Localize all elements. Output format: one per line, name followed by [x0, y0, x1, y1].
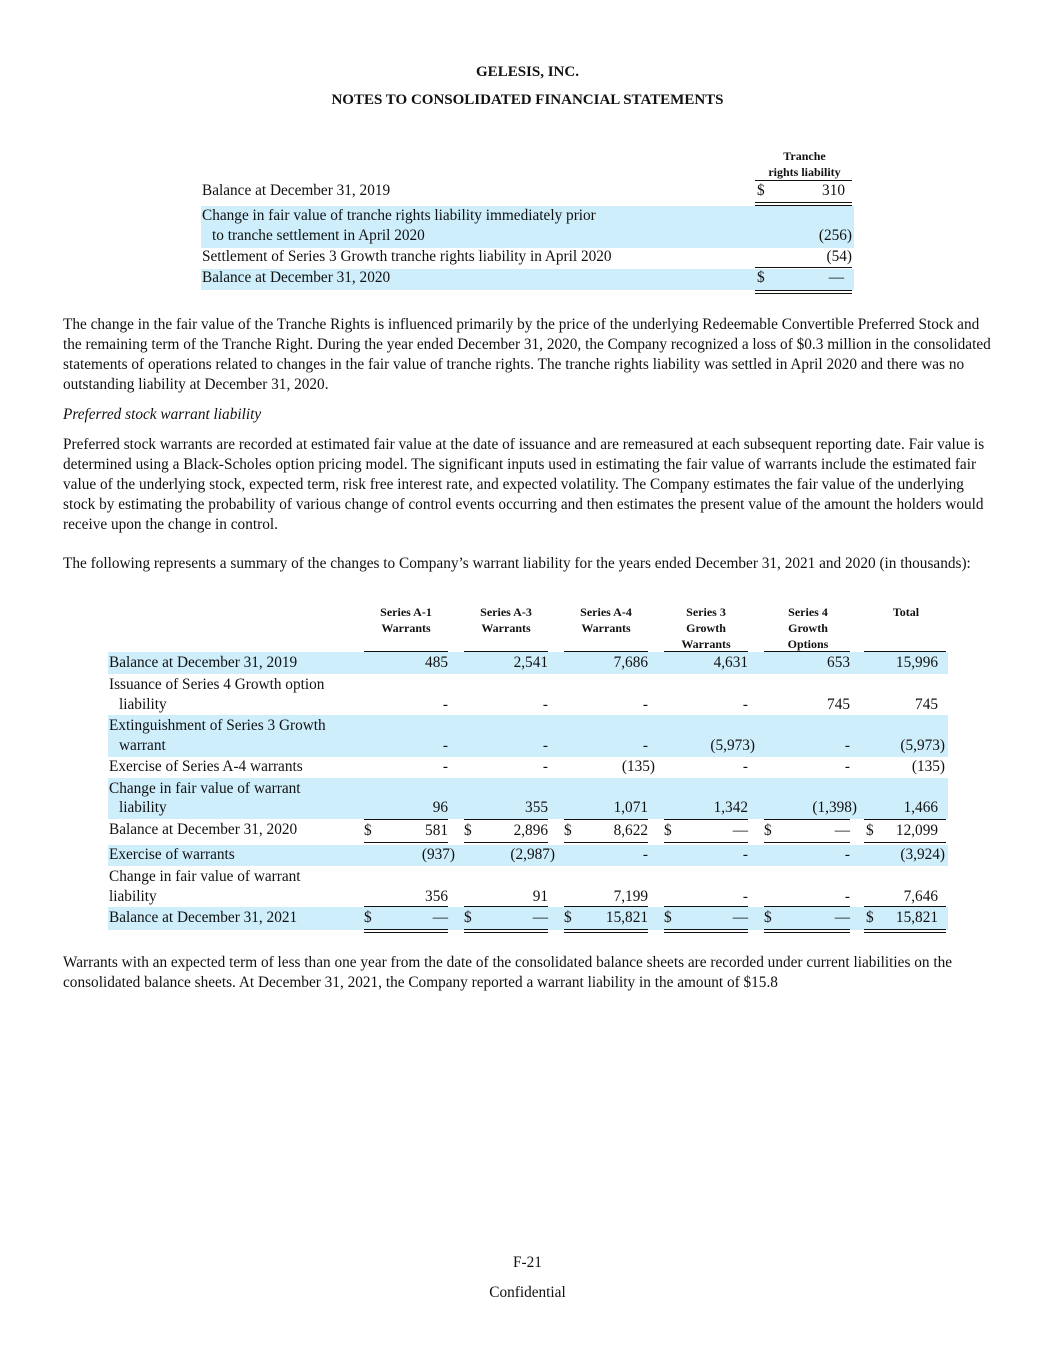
cell-total: 7,646 [903, 888, 938, 905]
dollar-sign: $ [564, 822, 572, 839]
cell-a1: 485 [425, 654, 448, 671]
cell-total: (5,973) [900, 737, 945, 754]
row-label: Exercise of warrants [109, 846, 235, 863]
cell-total: (135) [911, 758, 945, 775]
cell-a4: 15,821 [605, 909, 648, 926]
tranche-double-underline [755, 290, 852, 294]
cell-s3: - [742, 846, 748, 863]
cell-total: 15,996 [895, 654, 938, 671]
cell-a1: 356 [425, 888, 448, 905]
cell-total: 745 [915, 696, 938, 713]
tranche-row-value: — [828, 269, 844, 286]
tranche-row-label: Balance at December 31, 2019 [202, 182, 391, 199]
tranche-underline [755, 267, 852, 268]
row-label-cont: liability [119, 799, 167, 816]
cell-s3: 1,342 [713, 799, 748, 816]
tranche-col-header [755, 148, 854, 180]
cell-a3: (2,987) [510, 846, 555, 863]
cell-a1: - [442, 737, 448, 754]
page-number: F-21 [513, 1254, 542, 1271]
cell-a1: - [442, 696, 448, 713]
cell-s3: — [732, 909, 748, 926]
table-row [108, 674, 948, 715]
cell-s3: (5,973) [710, 737, 755, 754]
double-underline [364, 929, 448, 933]
cell-s3: - [742, 758, 748, 775]
dollar-sign: $ [364, 909, 372, 926]
dollar-sign: $ [664, 909, 672, 926]
table-row [108, 820, 948, 842]
paragraph-current-liabilities: Warrants with an expected term of less than one year from the date of the consolidated balance sheets are recorded under current liabilities on the consolidated balance sheets. At December 31, 2021, the Company reported a warrant liability in the amount of $15.8 [63, 954, 953, 991]
row-label: Change in fair value of warrant [109, 780, 301, 797]
dollar-sign: $ [764, 822, 772, 839]
cell-a3: - [542, 758, 548, 775]
double-underline [864, 929, 946, 933]
row-label: Exercise of Series A-4 warrants [109, 758, 303, 775]
row-label-cont: warrant [119, 737, 166, 754]
cell-s3: - [742, 696, 748, 713]
double-underline [764, 929, 850, 933]
row-label-cont: liability [109, 888, 157, 905]
tranche-row [201, 182, 854, 202]
cell-s3: - [742, 888, 748, 905]
cell-s4: — [834, 822, 850, 839]
confidential-label: Confidential [489, 1284, 566, 1301]
row-label: Balance at December 31, 2021 [109, 909, 298, 926]
tranche-row [201, 248, 854, 268]
cell-a4: 7,686 [613, 654, 648, 671]
tranche-row-label-cont: to tranche settlement in April 2020 [212, 227, 425, 244]
double-underline [664, 929, 748, 933]
cell-s4: 653 [827, 654, 850, 671]
cell-a3: 2,896 [513, 822, 548, 839]
col-header-series-a4: Series A-4 Warrants [580, 605, 632, 635]
cell-a3: - [542, 696, 548, 713]
table-row [108, 907, 948, 930]
tranche-row-dollar: $ [757, 269, 765, 286]
dollar-sign: $ [664, 822, 672, 839]
cell-total: 1,466 [903, 799, 938, 816]
table-row [108, 652, 948, 674]
cell-s4: — [834, 909, 850, 926]
dollar-sign: $ [464, 822, 472, 839]
tranche-row-label: Change in fair value of tranche rights liability immediately prior [202, 207, 596, 224]
cell-s4: 745 [827, 696, 850, 713]
tranche-header-underline [755, 180, 852, 181]
table-row [108, 866, 948, 907]
cell-a4: - [642, 846, 648, 863]
double-underline [564, 929, 648, 933]
row-label: Balance at December 31, 2019 [109, 654, 298, 671]
cell-a4: - [642, 737, 648, 754]
dollar-sign: $ [464, 909, 472, 926]
tranche-col-header-line2: rights liability [768, 165, 841, 179]
cell-a1: 581 [425, 822, 448, 839]
cell-a3: — [532, 909, 548, 926]
cell-total: 12,099 [895, 822, 938, 839]
cell-s4: - [844, 846, 850, 863]
cell-total: (3,924) [900, 846, 945, 863]
paragraph-tranche-rights: The change in the fair value of the Tranche Rights is influenced primarily by the price of the underlying Redeemable Convertible Preferred Stock and the remaining term of the Tranche Right. During the year ended December 31, 2020, the Company recognized a loss of $0.3 million in the consolidated statements of operations related to changes in the fair value of tranche rights. The tranche rights liability was settled in April 2020 and there was no outstanding liability at December 31, 2020. [63, 316, 991, 393]
tranche-row [201, 206, 854, 248]
cell-a4: (135) [621, 758, 655, 775]
cell-a1: — [432, 909, 448, 926]
dollar-sign: $ [564, 909, 572, 926]
cell-total: 15,821 [895, 909, 938, 926]
tranche-row-label: Balance at December 31, 2020 [202, 269, 391, 286]
col-header-series3-growth: Series 3 Growth Warrants [681, 605, 731, 651]
tranche-col-header-line1: Tranche [783, 149, 826, 163]
row-label: Issuance of Series 4 Growth option [109, 676, 325, 693]
paragraph-warrant-valuation: Preferred stock warrants are recorded at estimated fair value at the date of issuance and are remeasured at each subsequent reporting date. Fair value is determined using a Black-Scholes option pricing model. The significant inputs used in estimating the fair value of warrants include the estimated fair value of the underlying stock, expected term, risk free interest rate, and expected volatility. The Company estimates the fair value of the underlying stock by estimating the probability of various change of control events occurring and then estimates the present value of the amount the holders would receive upon the change in control. [63, 436, 985, 533]
table-row [108, 715, 948, 757]
dollar-sign: $ [866, 822, 874, 839]
cell-a4: 1,071 [613, 799, 648, 816]
company-name: GELESIS, INC. [476, 64, 579, 80]
cell-a3: 2,541 [513, 654, 548, 671]
cell-s3: 4,631 [713, 654, 748, 671]
tranche-row-label: Settlement of Series 3 Growth tranche rights liability in April 2020 [202, 248, 612, 265]
cell-a1: - [442, 758, 448, 775]
row-label-cont: liability [119, 696, 167, 713]
tranche-row [201, 269, 854, 290]
tranche-row-value: 310 [822, 182, 845, 199]
dollar-sign: $ [764, 909, 772, 926]
cell-a1: (937) [421, 846, 455, 863]
col-header-series4-growth: Series 4 Growth Options [787, 605, 829, 651]
dollar-sign: $ [866, 909, 874, 926]
table-row [108, 757, 948, 778]
double-underline [464, 929, 548, 933]
tranche-row-value: (256) [818, 227, 852, 244]
col-header-series-a3: Series A-3 Warrants [480, 605, 532, 635]
cell-s4: - [844, 758, 850, 775]
tranche-row-value: (54) [826, 248, 852, 265]
row-label: Balance at December 31, 2020 [109, 821, 298, 838]
cell-a4: 8,622 [613, 822, 648, 839]
row-label: Extinguishment of Series 3 Growth [109, 717, 326, 734]
cell-s3: — [732, 822, 748, 839]
col-header-total: Total [892, 605, 920, 619]
subheading-warrant-liability: Preferred stock warrant liability [63, 406, 262, 423]
table-row [108, 778, 948, 819]
document-title: NOTES TO CONSOLIDATED FINANCIAL STATEMENTS [331, 92, 724, 108]
dollar-sign: $ [364, 822, 372, 839]
cell-s4: - [844, 737, 850, 754]
cell-s4: - [844, 888, 850, 905]
cell-a1: 96 [432, 799, 448, 816]
cell-a3: - [542, 737, 548, 754]
row-label: Change in fair value of warrant [109, 868, 301, 885]
cell-a3: 355 [525, 799, 548, 816]
cell-a4: - [642, 696, 648, 713]
cell-a3: 91 [532, 888, 548, 905]
cell-s4: (1,398) [812, 799, 857, 816]
cell-a4: 7,199 [613, 888, 648, 905]
paragraph-summary-intro: The following represents a summary of the changes to Company’s warrant liability for the years ended December 31, 2021 and 2020 (in thousands): [63, 555, 971, 572]
table-row [108, 845, 948, 866]
col-header-series-a1: Series A-1 Warrants [380, 605, 432, 635]
tranche-row-dollar: $ [757, 182, 765, 199]
